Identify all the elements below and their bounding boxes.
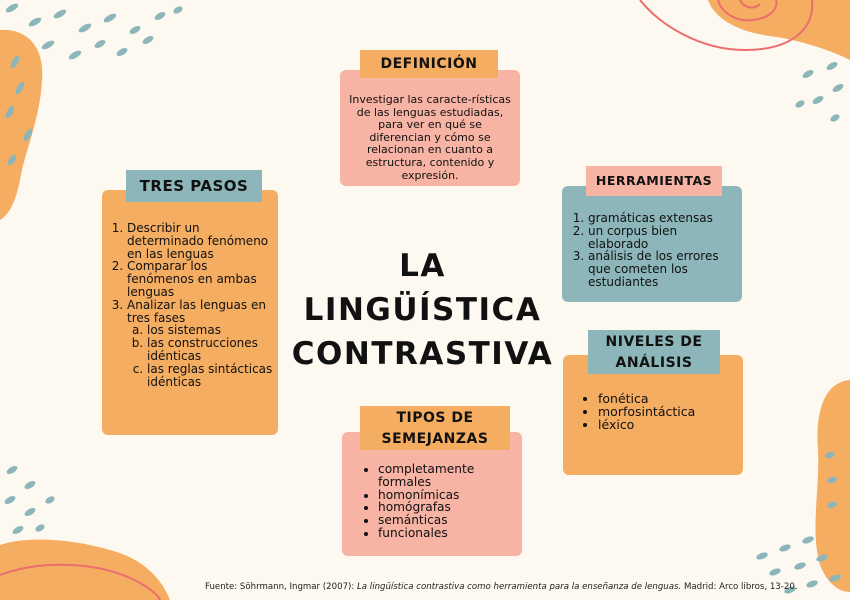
tipos-label-line2: SEMEJANZAS [381, 431, 489, 447]
herramientas-label: HERRAMIENTAS [586, 166, 722, 196]
tipos-list [362, 463, 512, 540]
herramienta-item: 1. gramáticas extensas [588, 212, 740, 225]
tres-pasos-label: TRES PASOS [126, 170, 262, 202]
bottom-left-dots [3, 464, 56, 535]
tipo-item: • homógrafas [378, 501, 512, 514]
nivel-item: • fonética [598, 392, 732, 405]
herramientas-list [572, 212, 740, 289]
step-item-text: Analizar las lenguas en tres fases [127, 297, 266, 325]
footer-book-title: La lingüística contrastiva como herramienta para la enseñanza de lenguas. [357, 582, 682, 592]
tipo-item: • semánticas [378, 514, 512, 527]
step-item: 1. Describir un determinado fenómeno en las lenguas [127, 222, 276, 260]
main-title: LA LINGÜÍSTICA CONTRASTIVA [291, 248, 554, 372]
step-item: 2. Comparar los fenómenos en ambas lenguas [127, 260, 276, 298]
tipos-label-line1: TIPOS DE [396, 410, 474, 426]
fase-item: a. los sistemas [147, 324, 276, 337]
definicion-label: DEFINICIÓN [360, 50, 498, 78]
tipos-label [360, 406, 510, 450]
nivel-item: • léxico [598, 418, 732, 431]
step-item [127, 299, 276, 389]
tipo-item: • completamente formales [378, 463, 512, 489]
footer-suffix: Madrid: Arco libros, 13-20. [681, 582, 798, 592]
herramienta-item: 2. un corpus bien elaborado [588, 225, 740, 251]
fase-item: c. las reglas sintácticas idénticas [147, 363, 276, 389]
herramienta-item: 3. análisis de los errores que cometen los estudiantes [588, 250, 740, 288]
niveles-label-line2: ANÁLISIS [615, 355, 693, 371]
bottom-left-blob [0, 540, 170, 600]
top-left-blob [0, 30, 42, 220]
niveles-label [588, 330, 720, 374]
tipo-item: • funcionales [378, 527, 512, 540]
tres-pasos-list [111, 222, 276, 388]
footer-prefix: Fuente: Söhrmann, Ingmar (2007): [205, 582, 358, 592]
source-footer [205, 582, 798, 592]
niveles-label-line1: NIVELES DE [605, 334, 703, 350]
nivel-item: • morfosintáctica [598, 405, 732, 418]
fase-item: b. las construcciones idénticas [147, 337, 276, 363]
tipo-item: • homonímicas [378, 489, 512, 502]
top-right-blob [708, 0, 850, 60]
definicion-text: Investigar las caracte-rísticas de las lenguas estudiadas, para ver en qué se diferencian y cómo se relacionan en cuanto a estructura, contenido y expresión. [349, 93, 511, 182]
niveles-list [582, 392, 732, 431]
top-right-dots [794, 60, 845, 123]
